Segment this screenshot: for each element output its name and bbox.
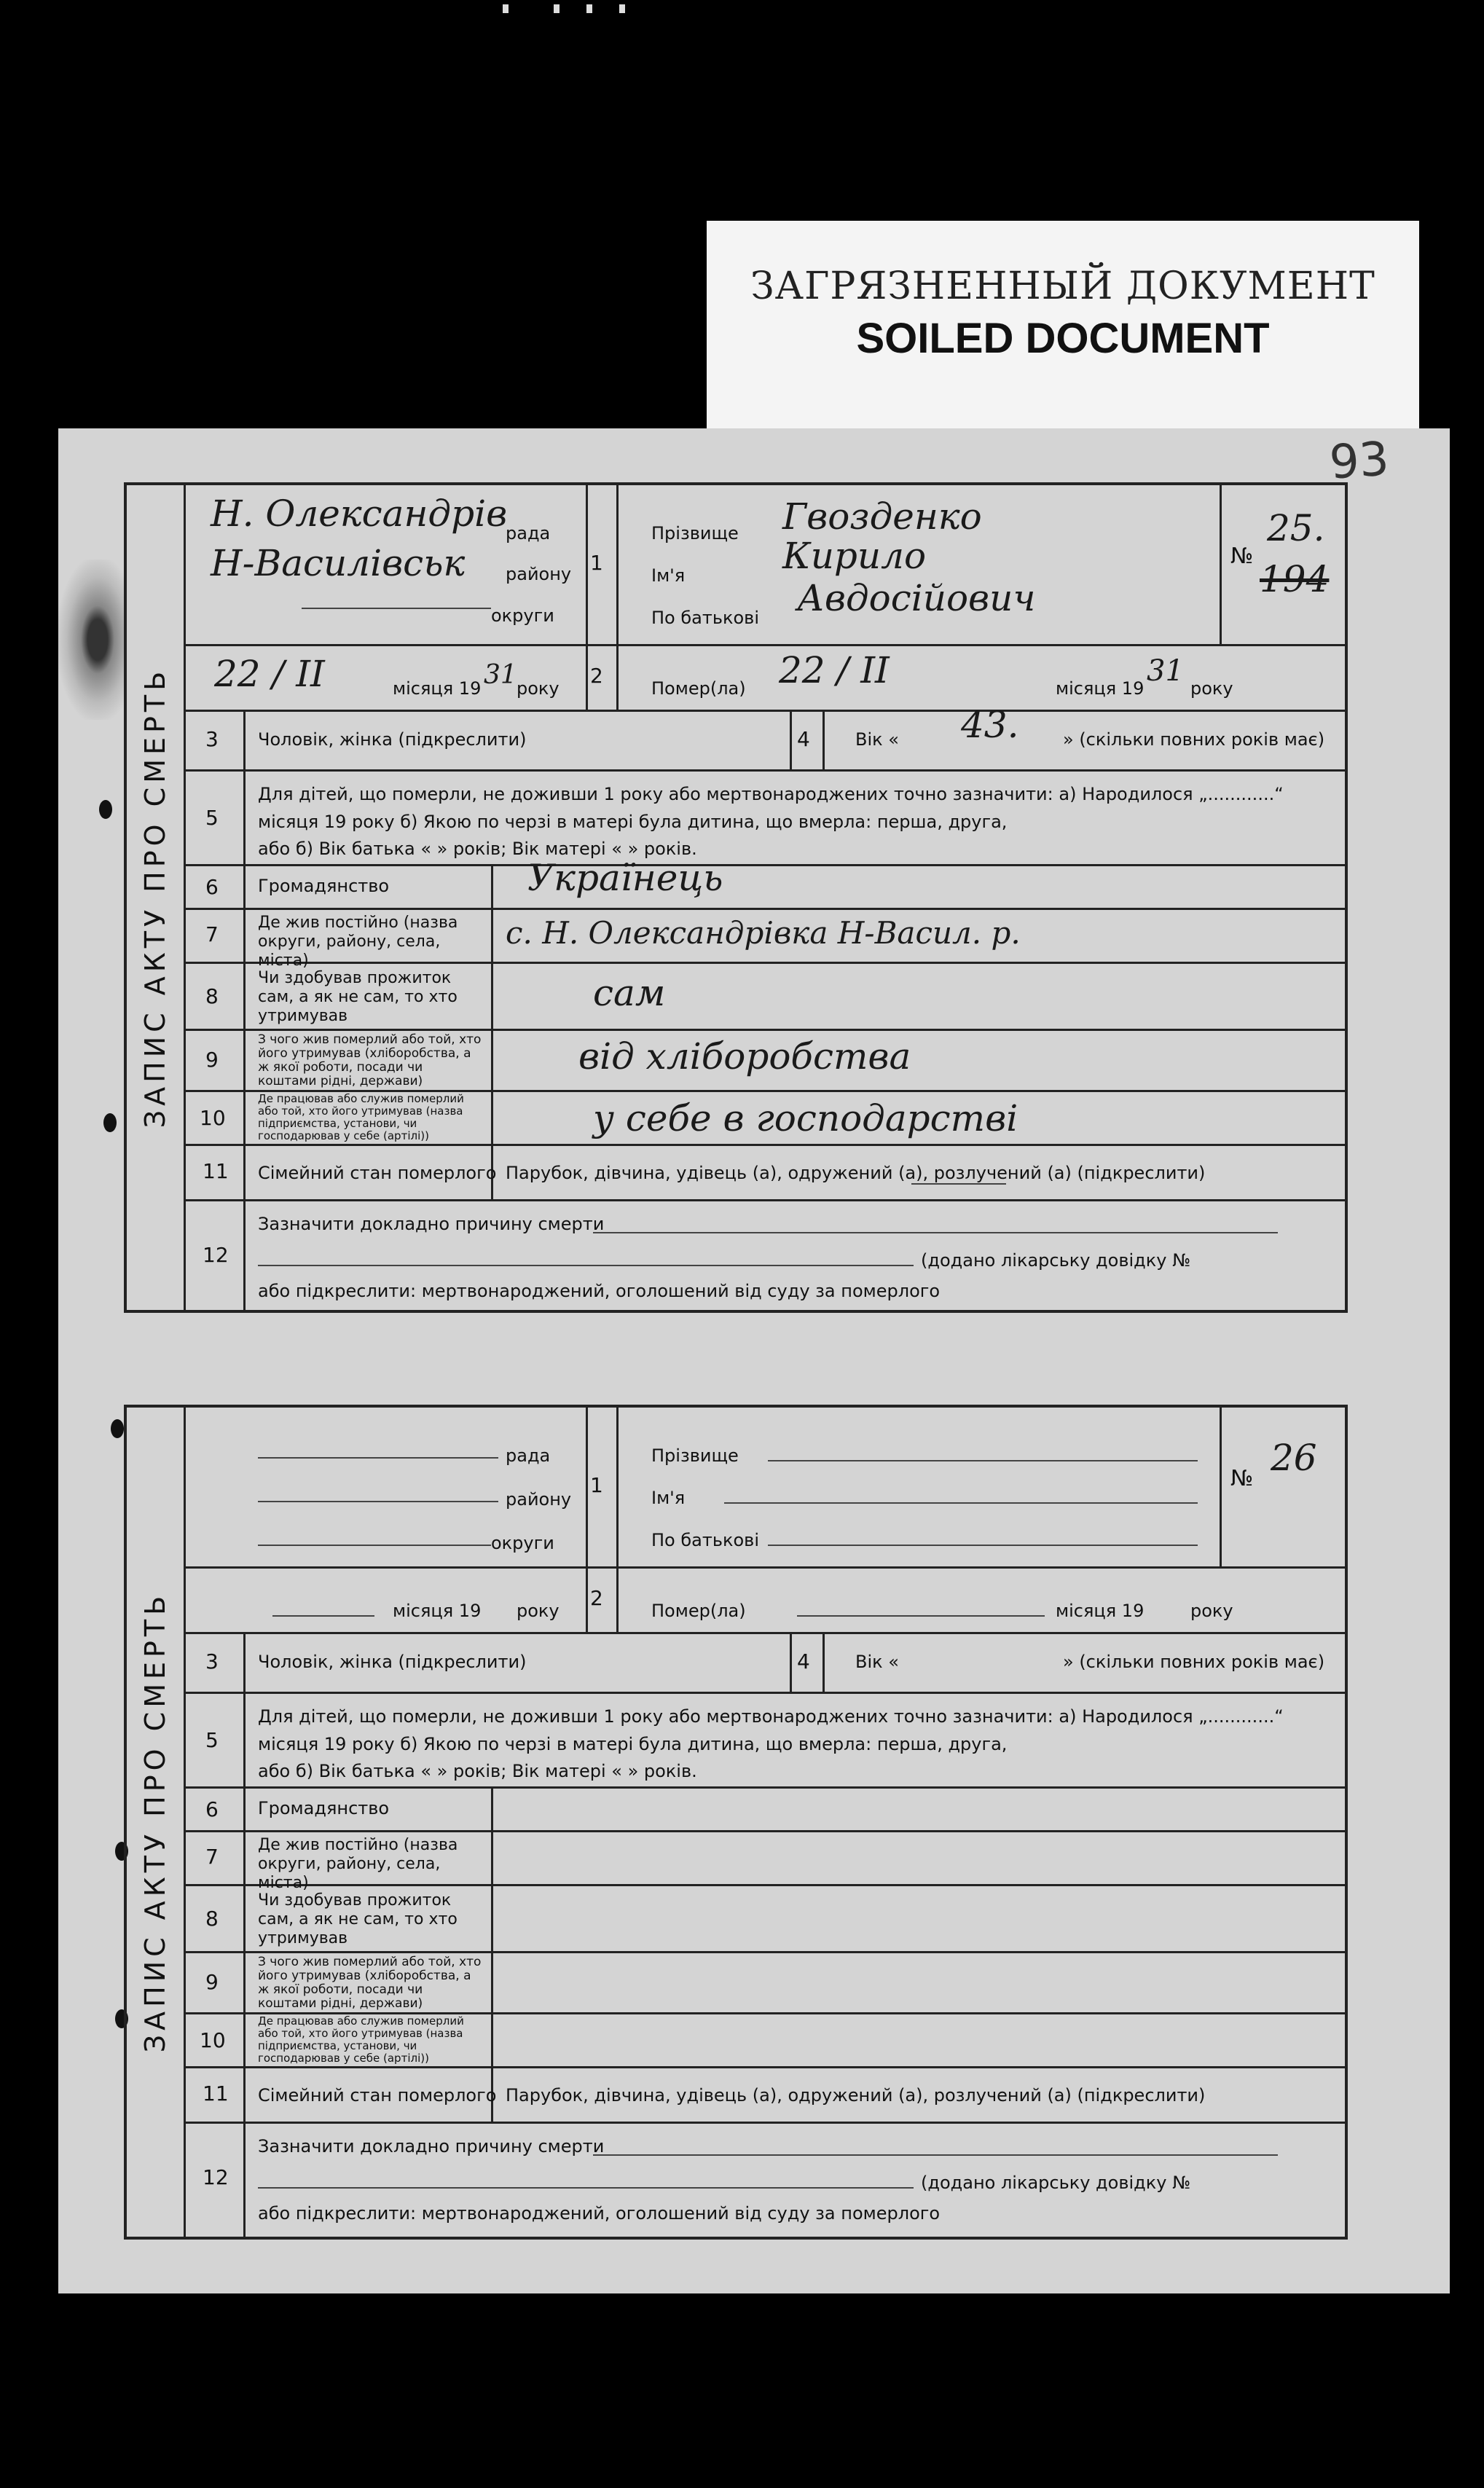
side-title: ЗАПИС АКТУ ПРО СМЕРТЬ [139,667,171,1129]
label-russian: ЗАГРЯЗНЕННЫЙ ДОКУМЕНТ [750,264,1375,308]
support-label: Чи здобував прожиток сам, а як не сам, то хто утримував [258,969,458,1025]
age-label: Вік « [855,1652,899,1672]
raion-label: району [506,1489,572,1510]
workplace-label: Де працював або служив померлий або той, хто його утримував (назва підприємства, установи, чи господарював у себе (артілі)) [258,2014,464,2065]
death-label: Помер(ла) [651,678,746,699]
livelihood-label: З чого жив померлий або той, хто його утримував (хліборобства, а ж якої роботи, посади чи коштами рідні, держави) [258,1032,482,1088]
age-value: 43. [961,704,1019,746]
residence-label: Де жив постійно (назва округи, району, села, міста) [258,914,458,970]
child-info-line-2: місяця 19 року б) Якою по черзі в матері була дитина, що вмерла: перша, друга, [258,1734,1008,1754]
age-suffix: » (скільки повних років має) [1063,729,1325,750]
support-label: Чи здобував прожиток сам, а як не сам, то хто утримував [258,1891,458,1947]
cause-label: Зазначити докладно причину смерти [258,1214,605,1234]
certificate-label: (додано лікарську довідку № [921,1250,1191,1271]
number-value: 26 [1271,1437,1317,1479]
child-info-line-1: Для дітей, що померли, не доживши 1 року або мертвонароджених точно зазначити: а) Народилося „............“ [258,1706,1284,1727]
livelihood-value: від хліборобства [578,1035,911,1078]
child-info-line-2: місяця 19 року б) Якою по черзі в матері була дитина, що вмерла: перша, друга, [258,812,1008,832]
marital-label: Сімейний стан померлого [258,2085,497,2106]
age-label: Вік « [855,729,899,750]
okruhy-label: округи [491,1533,554,1553]
rada-label: рада [506,1445,551,1466]
death-year-label: року [1190,1601,1233,1621]
death-month-label: місяця 19 [1056,1601,1145,1621]
livelihood-label: З чого жив померлий або той, хто його утримував (хліборобства, а ж якої роботи, посади чи коштами рідні, держави) [258,1955,482,2011]
stillborn-label: або підкреслити: мертвонароджений, оголошений від суду за померлого [258,1281,941,1301]
death-record-form-1: ЗАПИС АКТУ ПРО СМЕРТЬ 1 2 3 4 5 6 7 8 9 10 11 12 Н. Олександрів рада Н-Василівськ району округи 22 / II місяця 19 31 року Прізвище Гвозденко Ім'я Кирило По батькові Авдосійович Помер(ла) 22 / II місяця 19 31 року № 25. 194 Чоловік, жінка (підкреслити) Вік « 43. » (скільки повних років має) Для дітей, що померли, не доживши 1 року або мертвонароджених точно зазначити: а) Народилося „............“ місяця 19 року б) Якою по черзі в матері була дитина, що вмерла: перша, друга, або б) Вік батька « » років; Вік матері « » років. Громадянство Українець Де жив постійно (назва округи, району, села, міста) с. Н. Олександрівка Н-Васил. р. Чи здобував прожиток сам, а як не сам, то хто утримував сам З чого жив померлий або той, хто його утримував (хліборобства, а ж якої роботи, посади чи коштами рідні, держави) від хліборобства Де працював або служив померлий або той, хто його утримував (назва підприємства, установи, чи господарював у себе (артілі)) у себе в господарстві Сімейний стан померлого Парубок, дівчина, удівець (а), одружений (а), розлучений (а) (підкреслити) Зазначити докладно причину смерти (додано лікарську довідку № або підкреслити: мертвонароджений, оголошений від суду за померлого [124,482,1348,1313]
support-value: сам [593,972,666,1014]
residence-value: с. Н. Олександрівка Н-Васил. р. [506,915,1021,951]
death-record-form-2: ЗАПИС АКТУ ПРО СМЕРТЬ 1 2 3 4 5 6 7 8 9 10 11 12 рада району округи місяця 19 року Прізвище Ім'я По батькові Помер(ла) місяця 19 року № 26 Чоловік, жінка (підкреслити) Вік « » (скільки повних років має) Для дітей, що померли, не доживши 1 року або мертвонароджених точно зазначити: а) Народилося „............“ місяця 19 року б) Якою по черзі в матері була дитина, що вмерла: перша, друга, або б) Вік батька « » років; Вік матері « » років. Громадянство Де жив постійно (назва округи, району, села, міста) Чи здобував прожиток сам, а як не сам, то хто утримував З чого жив померлий або той, хто його утримував (хліборобства, а ж якої роботи, посади чи коштами рідні, держави) Де працював або служив померлий або той, хто його утримував (назва підприємства, установи, чи господарював у себе (артілі)) Сімейний стан померлого Парубок, дівчина, удівець (а), одружений (а), розлучений (а) (підкреслити) Зазначити докладно причину смерти (додано лікарську довідку № або підкреслити: мертвонароджений, оголошений від суду за померлого [124,1405,1348,2240]
death-year-label: року [1190,678,1233,699]
number-value: 25. [1267,507,1325,549]
surname-label: Прізвище [651,523,739,543]
sex-label: Чоловік, жінка (підкреслити) [258,729,527,750]
okruhy-label: округи [491,605,554,626]
age-suffix: » (скільки повних років має) [1063,1652,1325,1672]
marital-options: Парубок, дівчина, удівець (а), одружений (а), розлучений (а) (підкреслити) [506,1163,1206,1183]
stain [58,560,124,720]
side-title: ЗАПИС АКТУ ПРО СМЕРТЬ [139,1591,171,2053]
record-month-label: місяця 19 [393,678,482,699]
sex-label: Чоловік, жінка (підкреслити) [258,1652,527,1672]
child-info-line-3: або б) Вік батька « » років; Вік матері « » років. [258,839,697,859]
old-number-value: 194 [1260,558,1330,600]
rada-value: Н. Олександрів [211,493,508,535]
record-month-label: місяця 19 [393,1601,482,1621]
citizenship-label: Громадянство [258,1798,390,1818]
stillborn-label: або підкреслити: мертвонароджений, оголошений від суду за померлого [258,2203,941,2224]
certificate-label: (додано лікарську довідку № [921,2173,1191,2193]
number-label: № [1230,543,1254,569]
punch-hole [103,1113,117,1132]
death-date-day: 22 / II [779,649,890,691]
punch-hole [111,1419,124,1438]
cause-label: Зазначити докладно причину смерти [258,2136,605,2157]
patronymic-value: Авдосійович [797,577,1036,619]
raion-value: Н-Василівськ [211,542,466,584]
child-info-line-1: Для дітей, що померли, не доживши 1 року або мертвонароджених точно зазначити: а) Народилося „............“ [258,784,1284,804]
soiled-document-label [707,221,1419,432]
record-date-year: 31 [484,660,517,690]
sheet-number: 93 [1327,432,1391,490]
side-title-cell [127,485,186,1310]
marital-options: Парубок, дівчина, удівець (а), одружений (а), розлучений (а) (підкреслити) [506,2085,1206,2106]
residence-label: Де жив постійно (назва округи, району, села, міста) [258,1836,458,1892]
marital-label: Сімейний стан померлого [258,1163,497,1183]
workplace-value: у себе в господарстві [593,1097,1018,1139]
raion-label: району [506,564,572,584]
patronymic-label: По батькові [651,1530,759,1550]
citizenship-label: Громадянство [258,876,390,896]
citizenship-value: Українець [527,857,723,899]
record-year-label: року [517,1601,560,1621]
rada-label: рада [506,523,551,543]
first-name-label: Ім'я [651,1488,686,1508]
death-label: Помер(ла) [651,1601,746,1621]
first-name-value: Кирило [782,535,927,577]
surname-label: Прізвище [651,1445,739,1466]
surname-value: Гвозденко [782,495,982,538]
first-name-label: Ім'я [651,565,686,586]
record-date-day: 22 / II [214,653,325,695]
death-date-year: 31 [1147,654,1184,688]
death-month-label: місяця 19 [1056,678,1145,699]
workplace-label: Де працював або служив померлий або той, хто його утримував (назва підприємства, установи, чи господарював у себе (артілі)) [258,1092,464,1142]
child-info-line-3: або б) Вік батька « » років; Вік матері « » років. [258,1761,697,1781]
number-label: № [1230,1466,1254,1491]
label-english: SOILED DOCUMENT [856,315,1270,362]
patronymic-label: По батькові [651,608,759,628]
film-edge-marks [452,0,670,22]
punch-hole [99,800,112,819]
record-year-label: року [517,678,560,699]
side-title-cell [127,1408,186,2237]
